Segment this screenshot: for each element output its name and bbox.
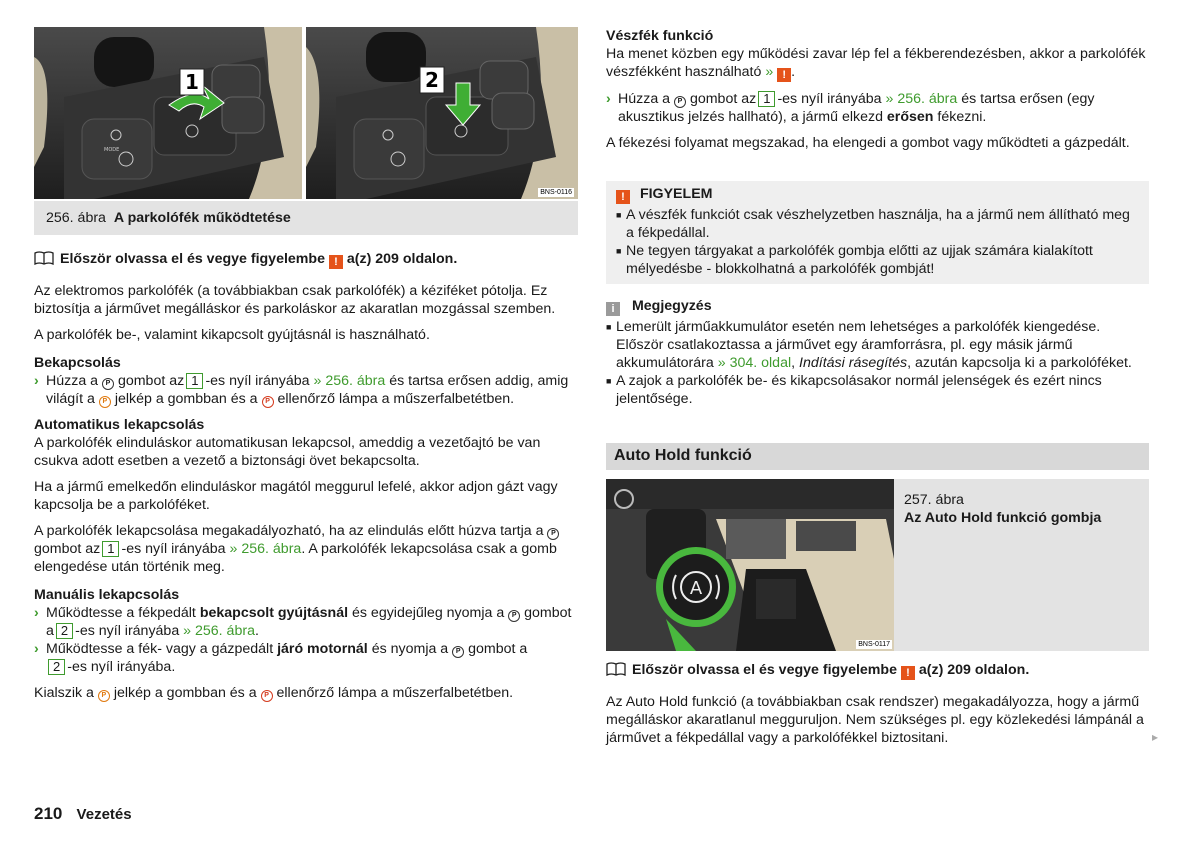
text: Ha menet közben egy működési zavar lép fel a fékberendezésben, akkor a parkolófék vészfékként használható (606, 46, 1146, 80)
manual-release-heading: Manuális lekapcsolás (34, 587, 180, 603)
text: , (791, 355, 796, 371)
parking-brake-symbol-orange-icon: P (99, 396, 111, 408)
parking-brake-console-photo (34, 27, 302, 199)
arrow-number-box: 1 (758, 91, 775, 107)
text: -es nyíl irányába. (67, 659, 176, 675)
figure-link[interactable]: » 256. ábra (229, 541, 302, 557)
veszfek-heading: Vészfék funkció (606, 28, 714, 44)
text: -es nyíl irányába (777, 91, 882, 107)
auto-release-p3 (34, 522, 578, 576)
parking-brake-warning-lamp-icon: P (261, 690, 273, 702)
warning-icon: ! (777, 68, 791, 82)
note-title: Megjegyzés (631, 298, 712, 314)
manual-step-2 (34, 640, 578, 676)
auto-release-p2: Ha a jármű emelkedőn elinduláskor magától meggurul lefelé, akkor adjon gázt vagy kapcsolja be a parkolóféket. (34, 479, 558, 513)
text: és egyidejűleg nyomja a (352, 605, 505, 621)
text: gombot az (117, 373, 185, 389)
note-box (606, 297, 1149, 408)
auto-release-heading: Automatikus lekapcsolás (34, 417, 205, 433)
text: A parkolófék lekapcsolása megakadályozható, ha az elindulás előtt húzva tartja a (34, 523, 544, 539)
autohold-button-photo (606, 479, 894, 651)
autohold-heading: Auto Hold funkció (606, 443, 1149, 470)
figure-257 (606, 479, 1149, 651)
veszfek-p2: A fékezési folyamat megszakad, ha elengedi a gombot vagy működteti a gázpedált. (606, 135, 1130, 151)
note-bullet-2: ■ A zajok a parkolófék be- és kikapcsolásakor normál jelenségek és ezért nincs jelentősége. (606, 372, 1149, 408)
figure-number: 256. ábra (46, 210, 106, 226)
warning-bullet-2: ■ Ne tegyen tárgyakat a parkolófék gombja előtti az ujjak számára kialakított mélyedésbe - blokkolhatná a parkolófék gombját! (616, 242, 1139, 278)
read-first-text: Először olvassa el és vegye figyelembe (60, 251, 325, 267)
read-first-page[interactable]: a(z) 209 oldalon. (346, 251, 458, 267)
text: ellenőrző lámpa a műszerfalbetétben. (276, 685, 514, 701)
parking-brake-icon: P (508, 610, 520, 622)
text: . (791, 64, 796, 80)
parking-brake-warning-lamp-icon: P (262, 396, 274, 408)
warning-icon: ! (329, 255, 343, 269)
figure-link[interactable]: » 256. ábra (313, 373, 386, 389)
figure-256-photo-right (306, 27, 578, 199)
read-first-text: Először olvassa el és vegye figyelembe (632, 662, 897, 678)
left-body (34, 282, 578, 710)
text: erősen (886, 109, 934, 125)
intro-paragraph-2: A parkolófék be-, valamint kikapcsolt gyújtásnál is használható. (34, 327, 430, 343)
page-link[interactable]: » 304. oldal (717, 355, 792, 371)
text: -es nyíl irányába (121, 541, 226, 557)
text: gombot a (468, 641, 528, 657)
text: gombot az (34, 541, 101, 557)
text: . A parkolófék lekapcsolása csak a gomb elengedése után történik meg. (34, 541, 557, 575)
figure-marker-2: 2 (425, 68, 439, 92)
text: gombot a (46, 605, 572, 639)
parking-brake-icon: P (674, 96, 686, 108)
figure-link[interactable]: » 256. ábra (885, 91, 958, 107)
text: fékezni. (937, 109, 987, 125)
text: és tartsa erősen addig, amig világít a (46, 373, 569, 407)
page-number: 210 (34, 804, 63, 823)
manual-step-1 (34, 604, 578, 640)
arrow-bullet-icon: › (34, 641, 39, 657)
arrow-bullet-icon: › (34, 373, 39, 389)
book-icon (606, 662, 626, 676)
figure-256-photo-left (34, 27, 302, 199)
warning-box (606, 181, 1149, 284)
warning-icon: ! (616, 190, 630, 204)
text: Működtesse a fék- vagy a gázpedált (46, 641, 274, 657)
parking-brake-icon: P (452, 646, 464, 658)
autohold-symbol-icon: A (689, 578, 703, 599)
figure-code: BNS-0116 (540, 189, 572, 196)
figure-257-title: Az Auto Hold funkció gombja (904, 510, 1102, 526)
warning-icon: ! (901, 666, 915, 680)
info-icon: i (606, 302, 620, 316)
arrow-number-box: 1 (186, 373, 203, 389)
text: Működtesse a fékpedált (46, 605, 196, 621)
final-paragraph (34, 684, 578, 702)
text: és nyomja a (371, 641, 449, 657)
note-bullet-1 (606, 318, 1149, 372)
text: jelkép a gombban és a (113, 685, 257, 701)
svg-text:MODE: MODE (104, 147, 120, 153)
veszfek-section (606, 27, 1149, 160)
warning-title: FIGYELEM (639, 186, 713, 202)
parking-brake-console-photo-2 (306, 27, 578, 199)
parking-brake-icon: P (547, 528, 559, 540)
bekapcsolas-heading: Bekapcsolás (34, 355, 121, 371)
autohold-read-first (606, 661, 1149, 680)
text: Lemerült járműakkumulátor esetén nem lehetséges a parkolófék kiengedése. Először csatlakoztassa a járművet egy áramforrásra, pl. egy másik jármű akkumulátorára (616, 319, 1101, 371)
text: jelkép a gombban és a (114, 391, 258, 407)
note-header (606, 297, 1149, 316)
text: ellenőrző lámpa a műszerfalbetétben. (277, 391, 515, 407)
book-icon (34, 251, 54, 265)
figure-257-code: BNS-0117 (858, 641, 890, 648)
text: gombot az (689, 91, 757, 107)
text: -es nyíl irányába (205, 373, 310, 389)
auto-release-p1: A parkolófék elinduláskor automatikusan lekapcsol, ameddig a vezetőajtó be van csukva adott esetben a vezető a biztonsági övet bekapcsolta. (34, 435, 541, 469)
parking-brake-symbol-orange-icon: P (98, 690, 110, 702)
text: , azután kapcsolja ki a parkolóféket. (907, 355, 1132, 371)
figure-256 (34, 27, 578, 233)
continue-arrow-icon: ▸ (1152, 730, 1159, 744)
arrow-number-box: 2 (56, 623, 73, 639)
intro-paragraph: Az elektromos parkolófék (a továbbiakban csak parkolófék) a kéziféket pótolja. Ez biztosítja a járművet megálláskor és parkoláskor az akaratlan mozgással szemben. (34, 283, 556, 317)
parking-brake-icon: P (102, 378, 114, 390)
bekapcsolas-step (34, 372, 578, 408)
text: Kialszik a (34, 685, 94, 701)
text: . (254, 623, 259, 639)
text: járó motornál (277, 641, 368, 657)
section-name: Vezetés (76, 806, 132, 823)
figure-link[interactable]: » 256. ábra (183, 623, 255, 639)
arrow-number-box: 1 (102, 541, 119, 557)
warning-link[interactable]: » (765, 64, 774, 80)
text: bekapcsolt gyújtásnál (199, 605, 349, 621)
text: Indítási rásegítés (799, 355, 908, 371)
warning-header (616, 185, 1139, 204)
veszfek-step (606, 90, 1149, 126)
figure-257-number: 257. ábra (904, 492, 964, 508)
text: Húzza a (618, 91, 671, 107)
arrow-bullet-icon: › (606, 91, 611, 107)
figure-marker-1: 1 (185, 70, 199, 94)
figure-256-caption (34, 201, 578, 235)
arrow-bullet-icon: › (34, 605, 39, 621)
read-first-page[interactable]: a(z) 209 oldalon. (918, 662, 1030, 678)
veszfek-p1 (606, 45, 1149, 82)
warning-bullet-1: ■ A vészfék funkciót csak vészhelyzetben használja, ha a jármű nem állítható meg a fékpedállal. (616, 206, 1139, 242)
figure-257-caption (904, 491, 1144, 527)
arrow-number-box: 2 (48, 659, 65, 675)
text: és tartsa erősen (egy akusztikus jelzés hallható), a jármű elkezd (618, 91, 1095, 125)
page-footer (34, 805, 132, 824)
figure-257-photo (606, 479, 894, 651)
autohold-paragraph: Az Auto Hold funkció (a továbbiakban csak rendszer) megakadályozza, hogy a jármű megálláskor akaratlanul megguruljon. Nem szükséges pl. egy közlekedési lámpánál a járművet a fékpedállal vagy a parkolófékkel biztositani. (606, 694, 1144, 746)
figure-title: A parkolófék működtetése (113, 210, 291, 226)
text: Húzza a (46, 373, 99, 389)
text: -es nyíl irányába (75, 623, 180, 639)
read-first-notice (34, 250, 578, 269)
